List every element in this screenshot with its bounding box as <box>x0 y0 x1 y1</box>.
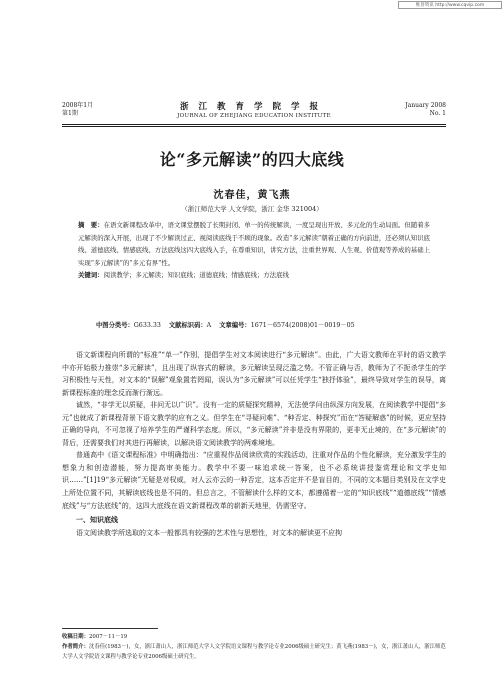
header-right <box>405 102 446 118</box>
body-paragraph-3: 普通高中《语文课程标准》中明确指出：“应重视作品阅读欣赏的实践活动，注重对作品的个性化解读，充分激发学生的想象力和创造潜能，努力提高审美能力。教学中不要一味追求统一答案，也不必系统讲授鉴赏理论和文学史知识……”[1]19“多元解读”无疑是对权威，对人云亦云的一种否定，这本否定并不是盲目的，不同的文本题目类别及在文学史上所处位置不同，其解读底线也是不同的。但总言之，不管解读什么样的文本，都遵循着一定的“知识底线”“道德底线”“情感底线”与“方法底线”的，这四大底线在语文新课程改革的崭新天地里，仍需坚守。 <box>62 451 446 510</box>
journal-name-cn: 浙江教育学院学报 <box>179 102 328 112</box>
clc-label: 中图分类号： <box>96 322 134 329</box>
journal-header <box>62 102 446 122</box>
keywords <box>78 269 430 282</box>
keywords-label: 关键词： <box>78 271 104 280</box>
received-label: 收稿日期： <box>62 634 89 640</box>
abstract-text: 在语文新课程改革中，语文课堂摆脱了长期封闭、单一的传统解读，一度呈现出开放、多元化的生动局面。但随着多元解读的深入开展，出现了不少解读过正、视阅读底线于不顾的现象。改造“多元解读”朝着正确的方向前进，还必须认知识底线、道德底线、情感底线、方法底线这四大底线入手，在尊重知识，讲究方法，注重世界观、人生观、价值观等养成的基础上实现“多元解读”的“多元有界”性。 <box>78 221 431 267</box>
article-title: 论“多元解读”的四大底线 <box>159 150 345 169</box>
body-paragraph-2: 诚然，“非学无以质疑，非问无以广识”。没有一定的质疑探究精神，无法使学问由纵深方向发展，在阅读教学中提倡“多元”也就成了新课程背景下语文教学的应有之义。但学生在“寻疑问难”、“种否定、种探究”而在“答疑解惑”的时候，更应坚持正确的导向，不可忽视了培养学生的严谨科学态度。所以，“多元解读”并非是没有界限的，更非无止境的，在“多元解读”的背后，还需要我们对其进行再解读，以解决语文阅读教学的两难境地。 <box>62 401 446 447</box>
clc-value: G633.33 <box>133 322 161 329</box>
header-rule-thick <box>62 124 446 125</box>
header-issue: 第1期 <box>62 110 78 117</box>
doc-code-label: 文献标识码： <box>168 322 207 329</box>
author-affiliation: （浙江师范大学 人文学院，浙江 金华 321004） <box>181 205 323 213</box>
article-authors: 沈春佳，黄飞燕 <box>213 190 291 201</box>
abstract-block <box>78 219 430 282</box>
header-date-en: January 2008 <box>405 102 446 109</box>
footnote <box>62 632 446 662</box>
section-heading-1: 一、知识底线 <box>76 515 118 525</box>
header-issue-en: No. 1 <box>429 110 446 117</box>
abstract-label: 摘 要： <box>78 221 104 229</box>
article-no-label: 文章编号： <box>219 322 251 329</box>
keywords-text: 阅读教学；多元解读；知识底线；道德底线；情感底线；方法底线 <box>103 271 289 280</box>
author-bio-label: 作者简介： <box>62 644 89 650</box>
received-value: 2007－11－19 <box>88 634 128 640</box>
classification-line <box>96 321 430 331</box>
header-date: 2008年1月 <box>62 102 94 109</box>
received-date <box>62 632 446 642</box>
body-paragraph-4: 语文阅读教学所选取的文本一般都具有较强的艺术性与思想性，对文本的解读更不应拘 <box>76 528 342 537</box>
article-no-value: 1671－6574(2008)01－0019－05 <box>250 322 355 329</box>
body-paragraph-1: 语文新课程向所谓的“标准”“单一”作别，提倡学生对文本阅读进行“多元解读”。由此，广大语文教师在平时的语文教学中亦开始极力推崇“多元解读”，且出现了纵容式的解读，多元解读呈现泛滥之势。不管正确与否，教师为了不扼杀学生的学习积极性与天性，对文本的“误解”观象置若罔闻，误认为“多元解读”可以任凭学生“独抒体验”，最终导致对学生的误导，离新课程标准的理念反而渐行渐远。 <box>62 351 446 397</box>
author-bio-text: 沈春佳(1983－)，女，浙江萧山人，浙江师范大学人文学院语文课程与教学论专业2006级硕士研究生；黄飞燕(1983－)，女，浙江萧山人，浙江师范大学人文学院语文课程与教学论专业2006级硕士研究生。 <box>62 644 446 660</box>
header-center <box>62 102 446 120</box>
author-bio <box>62 642 446 662</box>
watermark-badge: 维普资讯 http://www.cqvip.com <box>398 1 502 9</box>
journal-name-en: JOURNAL OF ZHEJIANG EDUCATION INSTITUTE <box>177 113 331 119</box>
doc-code-value: A <box>206 322 212 329</box>
abstract <box>78 219 430 269</box>
header-rule-thin <box>62 126 446 127</box>
footnote-rule <box>62 628 158 629</box>
body-text <box>62 349 446 539</box>
